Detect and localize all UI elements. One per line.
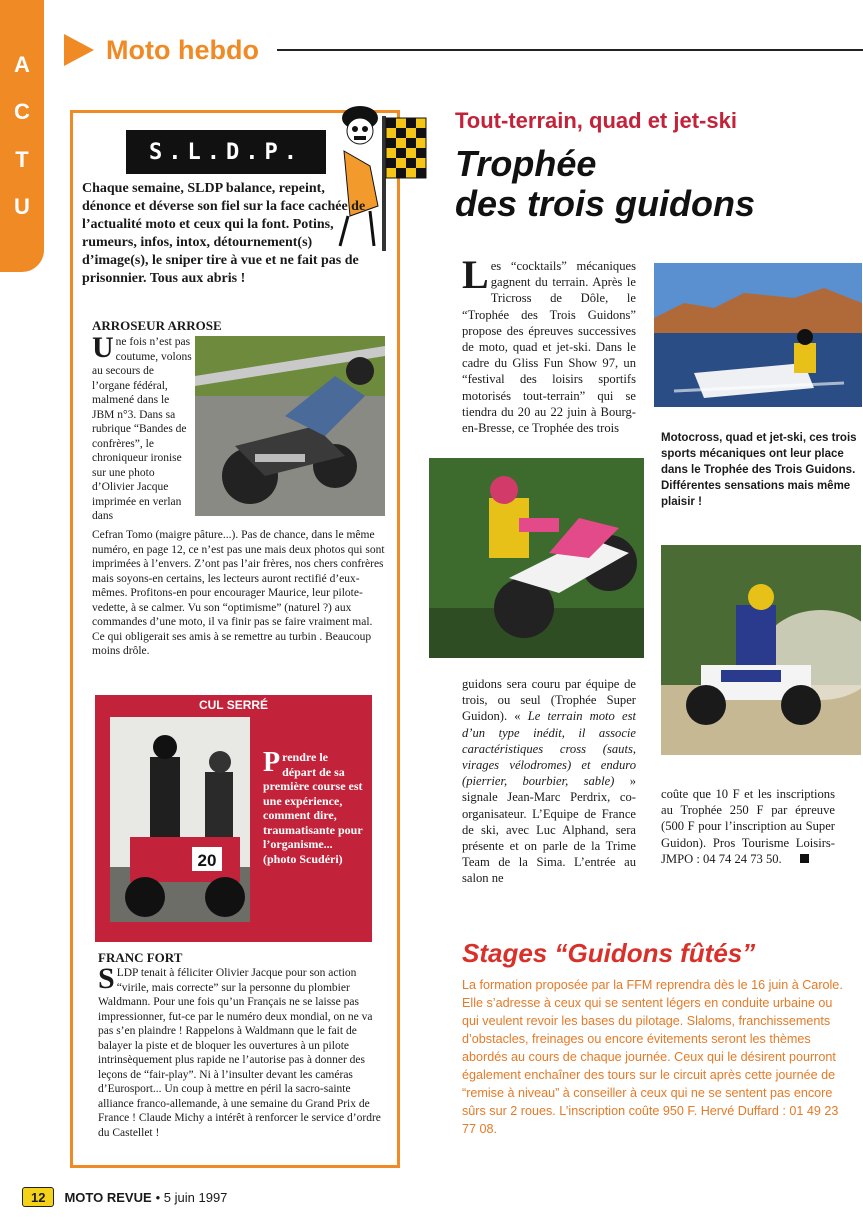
headline-line: Trophée xyxy=(455,143,597,184)
page-footer xyxy=(22,1186,227,1208)
photo-caption: Motocross, quad et jet-ski, ces trois sports mécaniques ont leur place dans le Trophée des Trois Guidons. Différentes sensations mais même plaisir ! xyxy=(661,432,857,508)
jetski-photo xyxy=(654,263,862,407)
magazine-name: MOTO REVUE xyxy=(64,1189,152,1205)
cul-serre-body: rendre le départ de sa première course est une expérience, comment dire, traumatisante pour l’organisme... (photo Scudéri) xyxy=(263,750,363,866)
sldp-intro: Chaque semaine, SLDP balance, repeint, dénonce et déverse son fiel sur la face cachée de l’actualité moto et ceux qui la font. Potins, rumeurs, infos, intox, détournement(s) d’image(s), le sniper tire à vue et ne fait pas de prisonnier. Tous aux abris ! xyxy=(82,181,366,286)
article-dropcap: L xyxy=(462,252,489,297)
section-tab-letter: T xyxy=(15,146,29,172)
franc-fort-body xyxy=(98,962,388,1140)
race-plate-number: 20 xyxy=(197,851,217,870)
cul-serre-dropcap: P xyxy=(263,747,281,778)
arroseur-column xyxy=(92,331,192,524)
motocross-photo xyxy=(429,458,644,658)
page-number: 12 xyxy=(22,1187,54,1207)
cul-serre-text xyxy=(263,747,363,866)
issue-date: • 5 juin 1997 xyxy=(155,1189,228,1205)
article-paragraph xyxy=(661,786,835,867)
article-para1: es “cocktails” mécaniques gagnent du terrain. Après le Tricross de Dôle, le “Trophée des Trois Guidons” propose des épreuves successives de moto, quad et jet-ski. Dans le cadre du Gliss Fun Show 97, un “festival des loisirs sportifs motorisés tout-terrain” qui se tiendra du 20 au 22 juin à Bourg-en-Bresse, ce Trophée des trois xyxy=(462,259,636,436)
article-headline xyxy=(455,144,855,224)
section-tab-letter: U xyxy=(14,194,30,220)
article-para3: coûte que 10 F et les inscriptions au Trophée 250 F par épreuve (500 F pour l’inscription au Super Guidon). Pros Tourisme Loisirs-JMPO : 04 74 24 73 50. xyxy=(661,787,835,866)
section-triangle-icon xyxy=(64,34,94,66)
section-title: Moto hebdo xyxy=(106,34,259,65)
cul-serre-box xyxy=(95,695,372,942)
franc-fort-heading: FRANC FORT xyxy=(98,950,183,965)
article-quote: Le terrain moto est d’un type inédit, il associe caractéristiques cross (sauts, virages vélodromes) et enduro (pierrier, bourbier, sable) xyxy=(462,709,636,789)
riders-start-photo xyxy=(110,717,250,922)
stages-body: La formation proposée par la FFM reprendra dès le 16 juin à Carole. Elle s’adresse à ceux qui se sentent légers en conduite urbaine ou qui veulent revoir les bases du pilotage. Slaloms, franchissements d’obstacles, freinages ou encore évitements seront les thèmes abordés au cours de chaque journée. Ceux qui le désirent pourront également enchaîner des tours sur le circuit après cette journée de “remise à niveau” à conseiller à ceux qui ne se sentent pas encore sûrs sur 2 roues. L’inscription coûte 950 F. Hervé Duffard : 01 49 23 77 08. xyxy=(462,978,843,1136)
section-tab-letter: A xyxy=(14,51,30,77)
motorcycle-wheelie-photo xyxy=(195,336,385,516)
article-kicker: Tout-terrain, quad et jet-ski xyxy=(455,108,737,133)
article-paragraph xyxy=(462,252,636,436)
franc-fort-text: LDP tenait à féliciter Olivier Jacque pour son action “virile, mais correcte” sur la personne du plombier Waldmann. Pour une fois qu’un Français ne se laisse pas impressionner, fut-ce par le numéro deux mondial, on ne va pas s’en plaindre ! Rappelons à Waldmann que le fait de balayer la piste et de bloquer les ouvertures à un pilote intrinsèquement plus rapide ne l’autorise pas à donner des leçons de “fair-play”. Ni à l’insulter devant les caméras d’Eurosport... Un coup à mettre en péril la sacro-sainte alliance franco-allemande, à une semaine du Grand Prix de France ! Claude Michy a intérêt à renforcer le service d’ordre du Castellet ! xyxy=(98,967,381,1139)
end-of-article-icon xyxy=(800,854,809,863)
arroseur-column-text: ne fois n’est pas coutume, volons au secours de l’organe fédéral, malmené dans le JBM n°3. Dans sa rubrique “Bandes de confrères”, le chroniqueur ironise sur une photo d’Olivier Jacque imprimée en verlan dans xyxy=(92,336,192,522)
arroseur-dropcap: U xyxy=(92,331,114,364)
headline-line: des trois guidons xyxy=(455,183,756,224)
sldp-logo: S.L.D.P. xyxy=(126,130,326,174)
arroseur-tail: Cefran Tomo (maigre pâture...). Pas de chance, dans le même numéro, en page 12, ce n’est pas une mais deux photos qui sont imprimées à l’envers. Z’ont pas l’air frères, nos chers confrères mais soyons-en certains, les lecteurs auront rectifié d’eux-mêmes. Profitons-en pour encourager Maurice, leur pilote-vedette, à se calmer. Vu son “optimisme” (naturel ?) aux commandes d’une moto, il va finir pas se faire vraiment mal. Ce qui obligerait ses amis à se remettre au turbin . Beaucoup moins drôle. xyxy=(92,529,385,657)
header-rule xyxy=(277,49,863,51)
franc-fort-dropcap: S xyxy=(98,962,115,995)
section-tab xyxy=(0,0,44,272)
stages-title: Stages “Guidons fûtés” xyxy=(462,938,756,968)
section-header xyxy=(64,28,863,72)
cul-serre-heading: CUL SERRÉ xyxy=(198,698,269,712)
article-para2-end: » signale Jean-Marc Perdrix, co-organisateur. L’Equipe de France de ski, avec Luc Alphand, sera présente et on parle de la Trime Team de la Sima. L’entrée au salon ne xyxy=(462,774,636,886)
quad-photo xyxy=(661,545,861,755)
article-paragraph xyxy=(462,676,636,887)
article-para2-start: guidons sera couru par équipe de trois, ou seul (Trophée Super Guidon). « xyxy=(462,677,636,724)
section-tab-letter: C xyxy=(14,99,30,125)
arroseur-heading: ARROSEUR ARROSE xyxy=(92,318,222,333)
